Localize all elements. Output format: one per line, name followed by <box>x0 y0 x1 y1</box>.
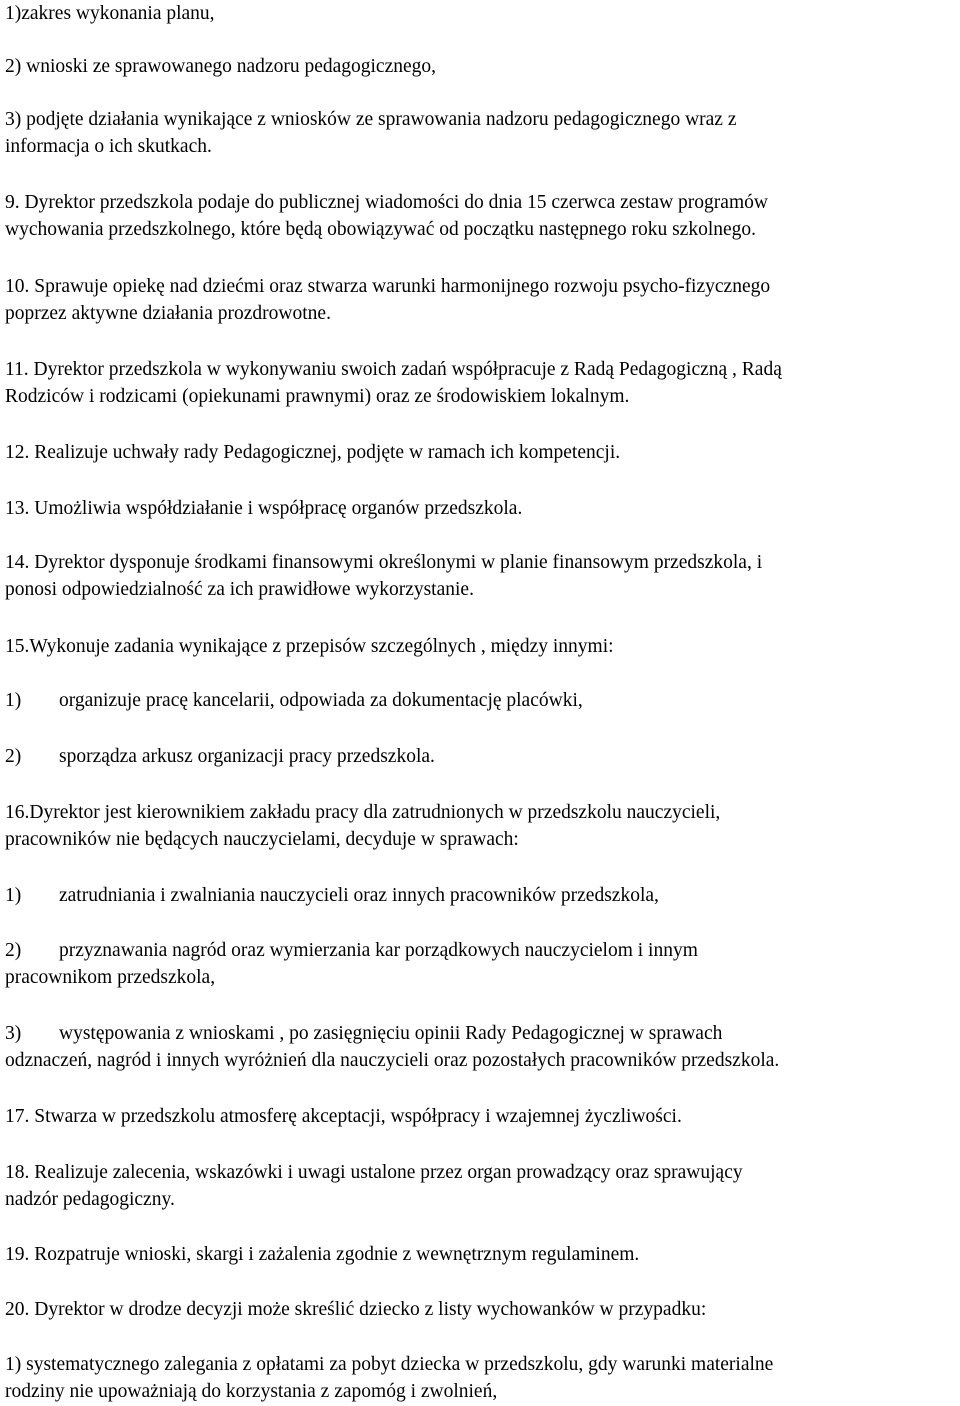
list-text: występowania z wnioskami , po zasięgnięciu opinii Rady Pedagogicznej w sprawach <box>59 1023 723 1044</box>
text-line: nadzór pedagogiczny. <box>5 1189 175 1210</box>
paragraph-10 <box>5 273 955 327</box>
list-item <box>5 937 955 964</box>
text-line: rodziny nie upoważniają do korzystania z zapomóg i zwolnień, <box>5 1381 498 1402</box>
list-text: przyznawania nagród oraz wymierzania kar porządkowych nauczycielom i innym <box>59 940 698 961</box>
paragraph-16 <box>5 799 955 853</box>
paragraph-18 <box>5 1159 955 1213</box>
text-line: 1) systematycznego zalegania z opłatami za pobyt dziecka w przedszkolu, gdy warunki materialne <box>5 1354 774 1375</box>
text-line: 9. Dyrektor przedszkola podaje do publicznej wiadomości do dnia 15 czerwca zestaw programów <box>5 192 768 213</box>
list-text: organizuje pracę kancelarii, odpowiada za dokumentację placówki, <box>59 690 583 711</box>
paragraph-15-item-2 <box>5 743 955 770</box>
text-line: 10. Sprawuje opiekę nad dziećmi oraz stwarza warunki harmonijnego rozwoju psycho-fizycznego <box>5 276 771 297</box>
paragraph-15-item-1 <box>5 687 955 714</box>
text-line: 11. Dyrektor przedszkola w wykonywaniu swoich zadań współpracuje z Radą Pedagogiczną , Radą <box>5 359 782 380</box>
text-line: ponosi odpowiedzialność za ich prawidłowe wykorzystanie. <box>5 579 474 600</box>
text-line: 19. Rozpatruje wnioski, skargi i zażalenia zgodnie z wewnętrznym regulaminem. <box>5 1244 640 1265</box>
list-number: 1) <box>5 690 22 711</box>
text-line: wychowania przedszkolnego, które będą obowiązywać od początku następnego roku szkolnego. <box>5 219 757 240</box>
paragraph-16-item-2 <box>5 937 955 991</box>
text-line: 16.Dyrektor jest kierownikiem zakładu pracy dla zatrudnionych w przedszkolu nauczycieli, <box>5 802 721 823</box>
text-line: 20. Dyrektor w drodze decyzji może skreślić dziecko z listy wychowanków w przypadku: <box>5 1299 707 1320</box>
text-line: 1)zakres wykonania planu, <box>5 3 215 24</box>
paragraph-17 <box>5 1103 955 1130</box>
list-item <box>5 743 955 770</box>
paragraph-15 <box>5 633 955 660</box>
list-number: 1) <box>5 885 22 906</box>
actions-taken-item <box>5 106 955 160</box>
text-line: Rodziców i rodzicami (opiekunami prawnymi) oraz ze środowiskiem lokalnym. <box>5 386 630 407</box>
paragraph-20-item-1 <box>5 1351 955 1405</box>
supervision-conclusions-item <box>5 53 955 80</box>
paragraph-14 <box>5 549 955 603</box>
list-text: zatrudniania i zwalniania nauczycieli oraz innych pracowników przedszkola, <box>59 885 659 906</box>
text-line: 12. Realizuje uchwały rady Pedagogicznej, podjęte w ramach ich kompetencji. <box>5 442 621 463</box>
list-text: sporządza arkusz organizacji pracy przedszkola. <box>59 746 435 767</box>
text-line: 17. Stwarza w przedszkolu atmosferę akceptacji, współpracy i wzajemnej życzliwości. <box>5 1106 682 1127</box>
list-number: 3) <box>5 1023 22 1044</box>
paragraph-16-item-1 <box>5 882 955 909</box>
paragraph-19 <box>5 1241 955 1268</box>
paragraph-13 <box>5 495 955 522</box>
list-number: 2) <box>5 746 22 767</box>
paragraph-9 <box>5 189 955 243</box>
paragraph-16-item-3 <box>5 1020 955 1074</box>
list-number: 2) <box>5 940 22 961</box>
text-line: 18. Realizuje zalecenia, wskazówki i uwagi ustalone przez organ prowadzący oraz sprawujący <box>5 1162 743 1183</box>
text-line: 14. Dyrektor dysponuje środkami finansowymi określonymi w planie finansowym przedszkola, i <box>5 552 763 573</box>
list-item <box>5 687 955 714</box>
text-line: informacja o ich skutkach. <box>5 136 212 157</box>
paragraph-12 <box>5 439 955 466</box>
paragraph-20 <box>5 1296 955 1323</box>
list-text-continuation: odznaczeń, nagród i innych wyróżnień dla nauczycieli oraz pozostałych pracowników przedszkola. <box>5 1050 780 1071</box>
paragraph-11 <box>5 356 955 410</box>
list-item <box>5 882 955 909</box>
text-line: pracowników nie będących nauczycielami, decyduje w sprawach: <box>5 829 519 850</box>
text-line: poprzez aktywne działania prozdrowotne. <box>5 303 331 324</box>
text-line: 15.Wykonuje zadania wynikające z przepisów szczególnych , między innymi: <box>5 636 614 657</box>
text-line: 13. Umożliwia współdziałanie i współpracę organów przedszkola. <box>5 498 523 519</box>
text-line: 3) podjęte działania wynikające z wniosków ze sprawowania nadzoru pedagogicznego wraz z <box>5 109 737 130</box>
list-item <box>5 1020 955 1047</box>
plan-scope-item <box>5 0 955 27</box>
text-line: 2) wnioski ze sprawowanego nadzoru pedagogicznego, <box>5 56 437 77</box>
list-text-continuation: pracownikom przedszkola, <box>5 967 216 988</box>
